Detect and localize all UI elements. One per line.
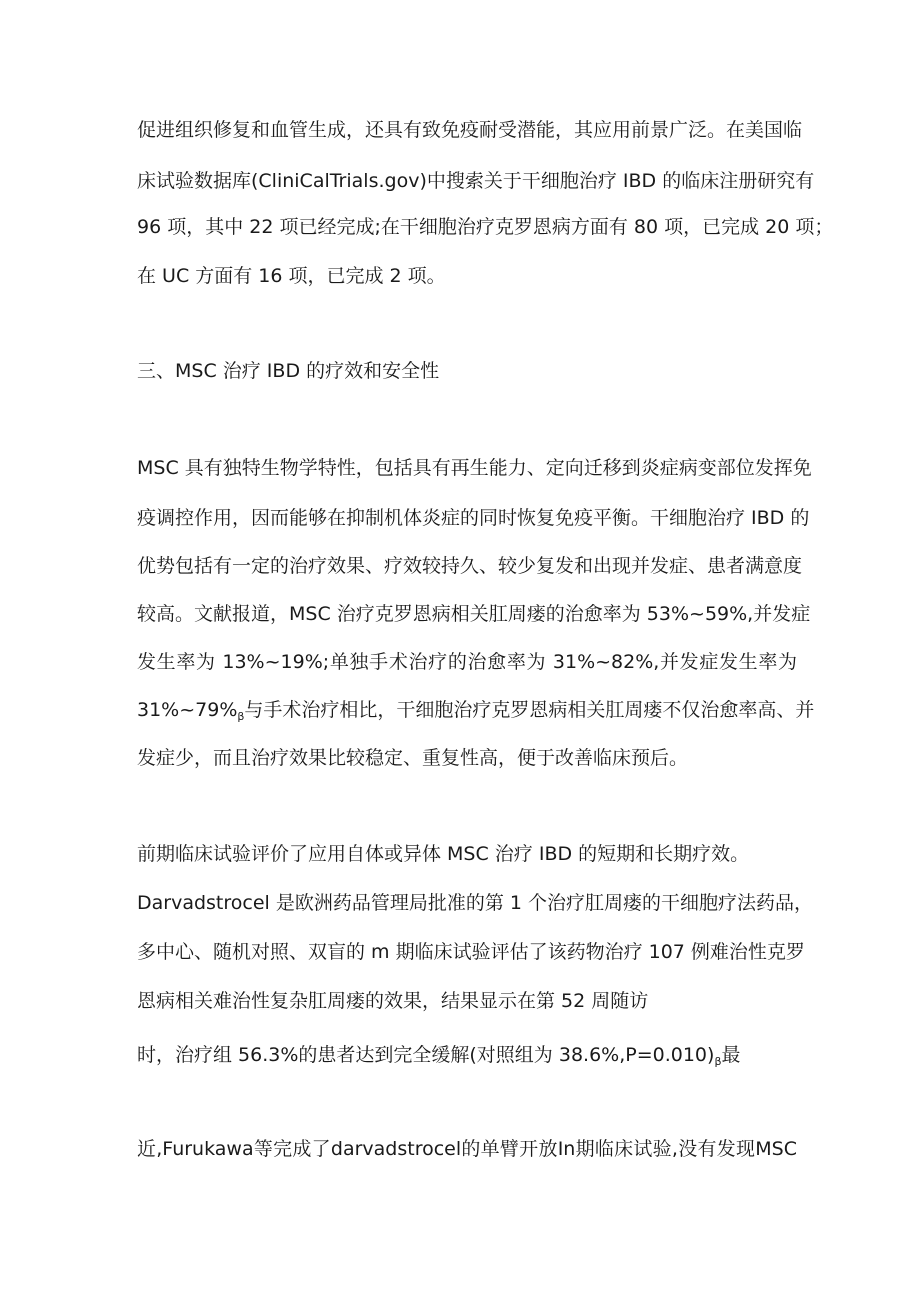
paragraph-4-prefix: 时，治疗组 56.3%的患者达到完全缓解(对照组为 38.6%,P=0.010) (137, 1044, 715, 1066)
paragraph-4-line-1 (137, 1042, 797, 1075)
beta-subscript: β (237, 710, 245, 723)
paragraph-1-line-2: 床试验数据库(CliniCalTrials.gov)中搜索关于干细胞治疗 IBD 的临床注册研究有 (137, 170, 815, 192)
paragraph-2-line-4: 较高。文献报道，MSC 治疗克罗恩病相关肛周瘘的治愈率为 53%~59%,并发症 (137, 603, 811, 625)
paragraph-1-line-4: 在 UC 方面有 16 项，已完成 2 项。 (137, 265, 446, 287)
paragraph-4-suffix: 最 (721, 1044, 741, 1066)
beta-subscript: β (714, 1055, 722, 1068)
paragraph-2-line-7: 发症少，而且治疗效果比较稳定、重复性高，便于改善临床预后。 (137, 747, 689, 769)
paragraph-2-line-6 (137, 697, 815, 730)
paragraph-1-line-1: 促进组织修复和血管生成，还具有致免疫耐受潜能，其应用前景广泛。在美国临 (137, 119, 803, 141)
line-6-suffix: 与手术治疗相比，干细胞治疗克罗恩病相关肛周瘘不仅治愈率高、并 (244, 699, 815, 721)
paragraph-3-line-2: Darvadstrocel 是欧洲药品管理局批准的第 1 个治疗肛周瘘的干细胞疗法药品， (137, 892, 814, 914)
paragraph-3-line-3: 多中心、随机对照、双盲的 m 期临床试验评估了该药物治疗 107 例难治性克罗 (137, 941, 805, 963)
paragraph-3-line-4: 恩病相关难治性复杂肛周瘘的效果，结果显示在第 52 周随访 (137, 990, 649, 1012)
paragraph-3-line-1: 前期临床试验评价了应用自体或异体 MSC 治疗 IBD 的短期和长期疗效。 (137, 843, 750, 865)
section-heading: 三、MSC 治疗 IBD 的疗效和安全性 (137, 360, 440, 382)
paragraph-5-line-1: 近,Furukawa等完成了darvadstrocel的单臂开放In期临床试验,没有发现MSC (137, 1138, 797, 1160)
line-6-prefix: 31%~79% (137, 699, 238, 721)
paragraph-2-line-1: MSC 具有独特生物学特性，包括具有再生能力、定向迁移到炎症病变部位发挥免 (137, 457, 812, 479)
paragraph-1-line-3: 96 项，其中 22 项已经完成;在干细胞治疗克罗恩病方面有 80 项，已完成 20 项； (137, 216, 834, 238)
paragraph-2-line-2: 疫调控作用，因而能够在抑制机体炎症的同时恢复免疫平衡。干细胞治疗 IBD 的 (137, 507, 810, 529)
paragraph-2-line-3: 优势包括有一定的治疗效果、疗效较持久、较少复发和出现并发症、患者满意度 (137, 555, 803, 577)
paragraph-2-line-5: 发生率为 13%~19%;单独手术治疗的治愈率为 31%~82%,并发症发生率为 (137, 651, 797, 673)
